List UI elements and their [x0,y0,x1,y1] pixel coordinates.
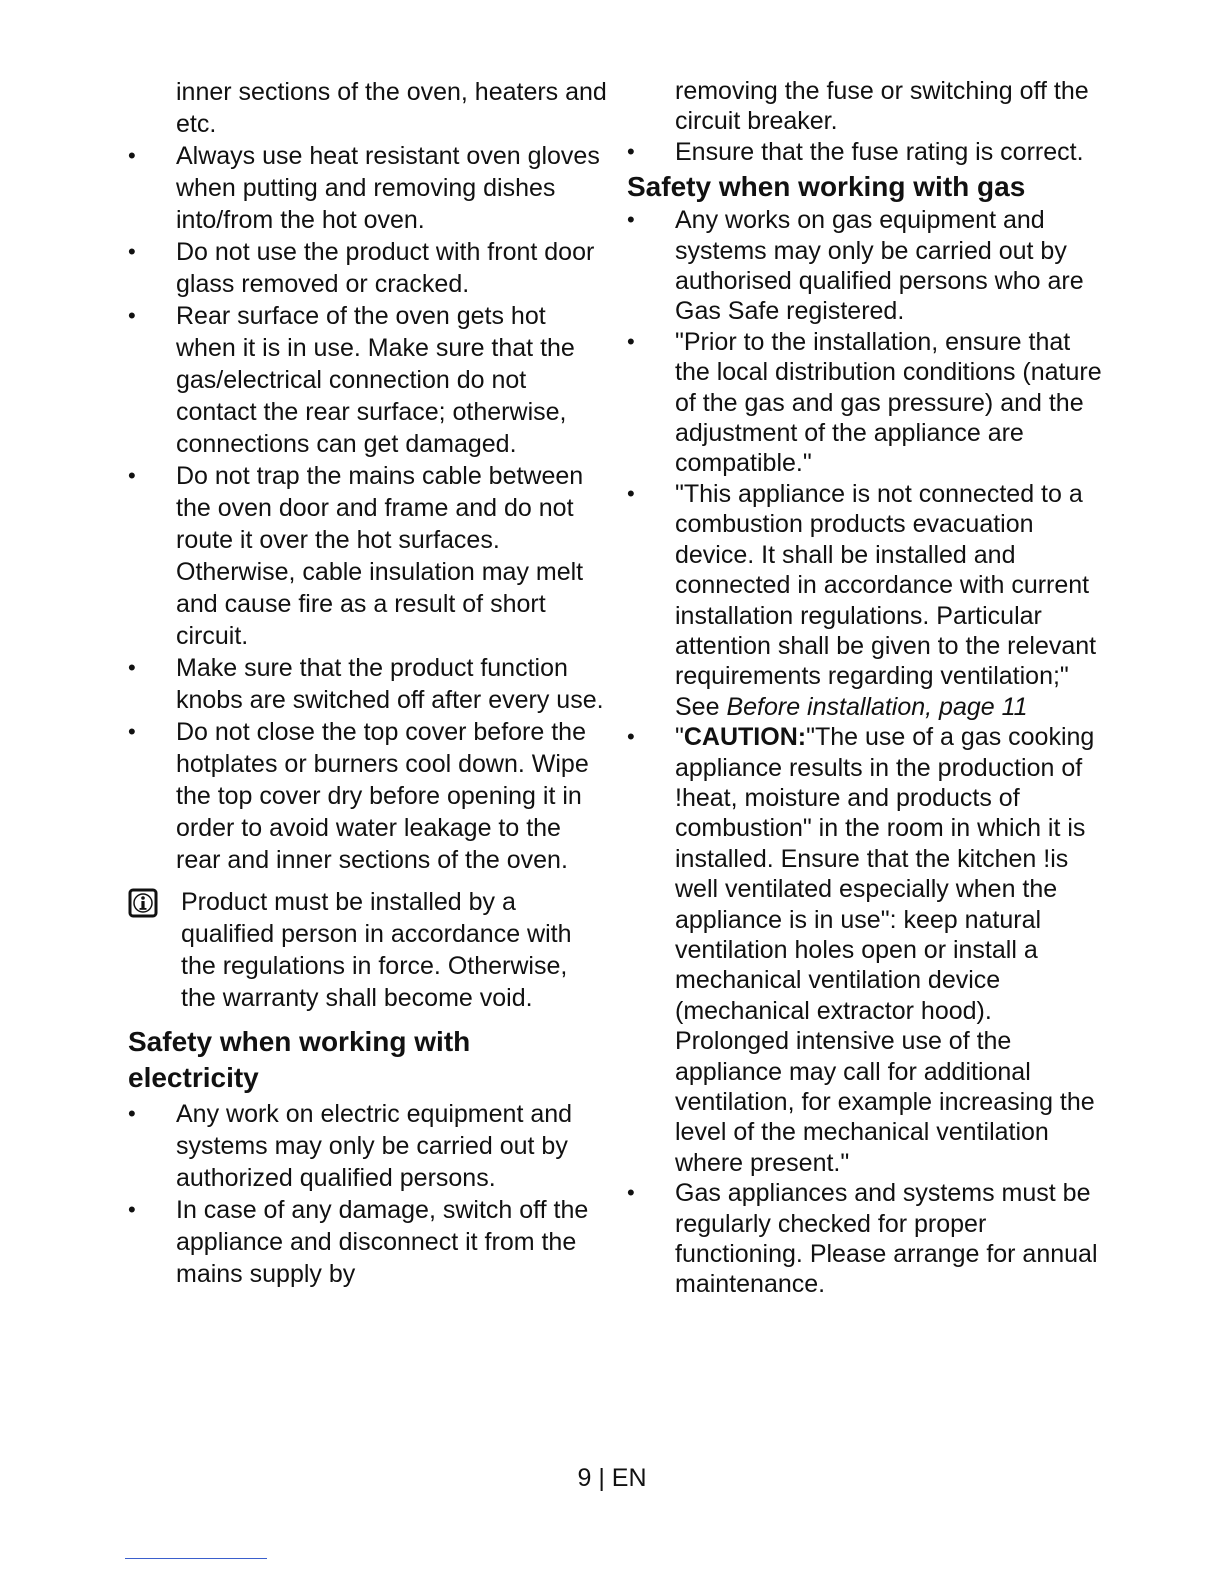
right-column [627,76,1107,1300]
bullet-item: • Do not close the top cover before the hotplates or burners cool down. Wipe the top cover dry before opening it in order to avoid water leakage to the rear and inner sections of the oven. [128,716,608,876]
bullet-item: • Any works on gas equipment and systems may only be carried out by authorised qualified persons who are Gas Safe registered. [627,205,1107,327]
continued-text: inner sections of the oven, heaters and etc. [176,78,607,138]
caution-label: CAUTION: [683,723,807,752]
bullet-item: • Ensure that the fuse rating is correct. [627,137,1107,167]
bullet-item-caution [627,722,1107,1178]
info-note-text: Product must be installed by a qualified person in accordance with the regulations in force. Otherwise, the warranty shall become void. [181,888,572,1012]
bullet-item: • Make sure that the product function knobs are switched off after every use. [128,652,608,716]
caution-text: "The use of a gas cooking appliance results in the production of !heat, moisture and products of combustion" in the room in which it is installed. Ensure that the kitchen !is well ventilated especially when the appliance is in use": keep natural ventilation holes open or install a mechanical ventilation device (mechanical extractor hood). Prolonged intensive use of the appliance may call for additional ventilation, for example increasing the level of the mechanical ventilation where present." [675,723,1095,1177]
left-column [128,76,608,1290]
bullet-item: • Gas appliances and systems must be regularly checked for proper functioning. Please arrange for annual maintenance. [627,1178,1107,1300]
heading-electricity: Safety when working with electricity [128,1026,471,1093]
bullet-item: • Do not use the product with front door glass removed or cracked. [128,236,608,300]
bullet-text: "This appliance is not connected to a combustion products evacuation device. It shall be installed and connected in accordance with current installation regulations. Particular attention shall be given to the relevant requirements regarding ventilation;" See [675,479,1097,721]
heading-gas: Safety when working with gas [627,171,1026,203]
bullet-item: • Always use heat resistant oven gloves when putting and removing dishes into/from the hot oven. [128,140,608,236]
footer-rule [125,1558,267,1559]
continued-text: removing the fuse or switching off the circuit breaker. [675,77,1089,136]
bullet-item: • Rear surface of the oven gets hot when it is in use. Make sure that the gas/electrical connection do not contact the rear surface; otherwise, connections can get damaged. [128,300,608,460]
bullet-item: • Any work on electric equipment and systems may only be carried out by authorized qualified persons. [128,1098,608,1194]
bullet-item: • "Prior to the installation, ensure that the local distribution conditions (nature of the gas and gas pressure) and the adjustment of the appliance are compatible." [627,327,1107,479]
open-quote: " [675,723,684,752]
info-icon [128,888,158,918]
bullet-item-evacuation [627,479,1107,722]
bullet-item: • In case of any damage, switch off the appliance and disconnect it from the mains supply by [128,1194,608,1290]
cross-reference: Before installation, page 11 [726,692,1028,721]
page-number: 9 | EN [577,1464,647,1492]
bullet-item: • Do not trap the mains cable between the oven door and frame and do not route it over the hot surfaces. Otherwise, cable insulation may melt and cause fire as a result of short circuit. [128,460,608,652]
info-note [128,886,608,1014]
